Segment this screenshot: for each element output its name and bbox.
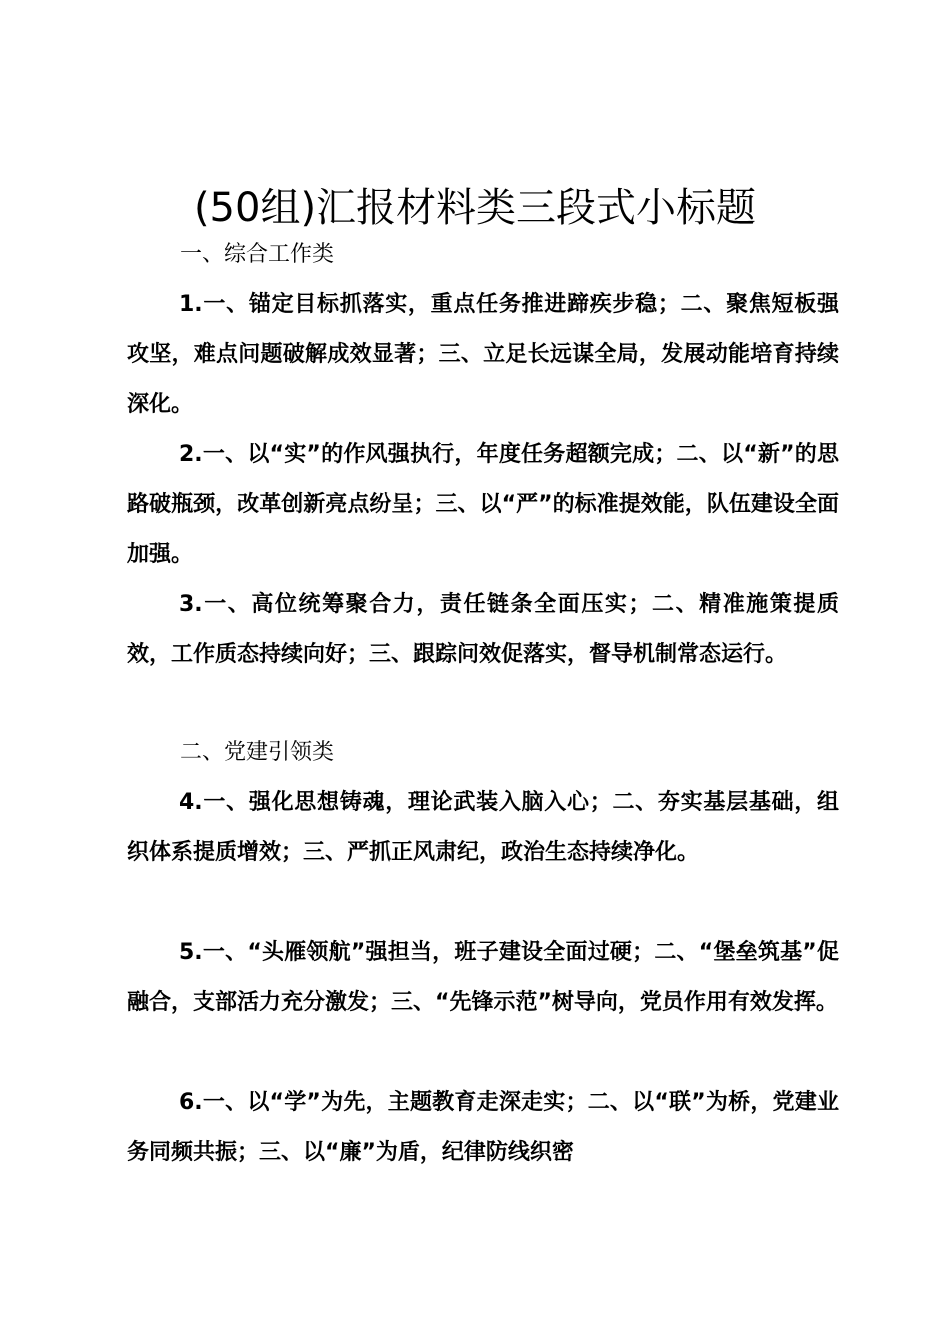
document-title: (50组)汇报材料类三段式小标题	[193, 185, 757, 231]
list-item-3: 3.一、高位统筹聚合力，责任链条全面压实；二、精准施策提质效，工作质态持续向好；三、跟踪问效促落实，督导机制常态运行。	[127, 592, 839, 667]
list-item-5: 5.一、“头雁领航”强担当，班子建设全面过硬；二、“堡垒筑基”促融合，支部活力充分激发；三、“先锋示范”树导向，党员作用有效发挥。	[127, 940, 839, 1015]
list-item-4: 4.一、强化思想铸魂，理论武装入脑入心；二、夯实基层基础，组织体系提质增效；三、严抓正风肃纪，政治生态持续净化。	[127, 790, 839, 865]
list-item-6: 6.一、以“学”为先，主题教育走深走实；二、以“联”为桥，党建业务同频共振；三、以“廉”为盾，纪律防线织密	[127, 1090, 839, 1165]
list-item-1: 1.一、锚定目标抓落实，重点任务推进蹄疾步稳；二、聚焦短板强攻坚，难点问题破解成效显著；三、立足长远谋全局，发展动能培育持续深化。	[127, 292, 839, 417]
section-heading-party-building: 二、党建引领类	[180, 740, 335, 765]
section-heading-general-work: 一、综合工作类	[180, 242, 335, 267]
list-item-2: 2.一、以“实”的作风强执行，年度任务超额完成；二、以“新”的思路破瓶颈，改革创新亮点纷呈；三、以“严”的标准提效能，队伍建设全面加强。	[127, 442, 839, 567]
